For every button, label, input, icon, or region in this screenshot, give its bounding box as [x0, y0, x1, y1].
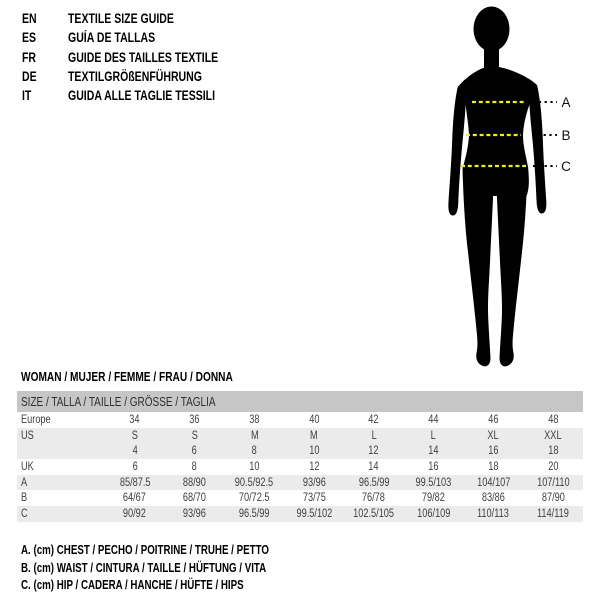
size-cell — [225, 414, 285, 426]
size-cell-text: 99.5/102 — [296, 507, 333, 520]
size-cell — [404, 414, 464, 426]
size-cell — [225, 430, 285, 442]
size-cell-text: 73/75 — [302, 492, 326, 505]
table-row-c — [17, 506, 583, 522]
size-cell-text: 14 — [428, 445, 439, 458]
row-label — [17, 508, 105, 520]
size-cell — [105, 414, 165, 426]
size-cell — [523, 445, 583, 457]
language-list — [22, 9, 261, 105]
size-cell-text: M — [310, 429, 318, 442]
row-label-text: C — [21, 507, 28, 520]
size-cell-text: 104/107 — [476, 476, 510, 489]
guide-title-fr: GUIDE DES TAILLES TEXTILE — [68, 49, 219, 65]
size-cell — [165, 445, 225, 457]
size-cell — [284, 445, 344, 457]
size-cell-text: 70/72.5 — [239, 492, 270, 505]
size-cell — [284, 477, 344, 489]
size-cell-text: XXL — [544, 429, 562, 442]
size-cell-text: 16 — [428, 460, 439, 473]
size-cell-text: 38 — [249, 413, 260, 426]
row-label-text: US — [21, 429, 34, 442]
size-cell — [523, 492, 583, 504]
size-cell-text: 10 — [249, 460, 260, 473]
size-cell-text: 6 — [132, 460, 138, 473]
size-table — [17, 391, 583, 522]
row-label — [17, 414, 105, 426]
size-cell-text: 106/109 — [416, 507, 451, 520]
size-cell — [464, 445, 524, 457]
language-row-fr — [22, 48, 261, 67]
size-cell-text: 20 — [547, 460, 559, 473]
size-cell — [344, 477, 404, 489]
size-cell — [404, 508, 464, 520]
legend-text-a: A. (cm) CHEST / PECHO / POITRINE / TRUHE / PETTO — [21, 543, 269, 557]
size-cell — [284, 461, 344, 473]
row-label-text: Europe — [21, 413, 51, 426]
table-row-uk — [17, 459, 583, 475]
language-code: EN — [22, 11, 37, 26]
row-label — [17, 461, 105, 473]
size-cell — [404, 477, 464, 489]
language-code: DE — [22, 68, 37, 84]
size-cell — [464, 477, 524, 489]
section-title-text: WOMAN / MUJER / FEMME / FRAU / DONNA — [21, 369, 233, 384]
legend-line-c — [21, 577, 339, 595]
size-cell-text: 4 — [132, 445, 138, 458]
size-cell-text: 68/70 — [183, 492, 207, 505]
size-cell — [105, 492, 165, 504]
size-cell — [284, 414, 344, 426]
size-cell — [284, 430, 344, 442]
size-cell-text: 76/78 — [362, 492, 386, 505]
size-cell-text: 96.5/99 — [239, 507, 270, 520]
language-row-de — [22, 67, 261, 86]
size-cell — [225, 477, 285, 489]
row-label — [17, 492, 105, 504]
size-cell-text: 16 — [488, 445, 499, 458]
size-cell — [165, 461, 225, 473]
table-row-b — [17, 490, 583, 506]
row-label — [17, 445, 105, 457]
size-cell — [165, 430, 225, 442]
legend-text-b: B. (cm) WAIST / CINTURA / TAILLE / HÜFTUNG / VITA — [21, 560, 267, 575]
size-cell-text: 8 — [251, 445, 257, 458]
size-cell-text: 88/90 — [183, 476, 207, 489]
size-cell-text: 102.5/105 — [353, 507, 395, 520]
size-cell — [225, 461, 285, 473]
guide-title-en: TEXTILE SIZE GUIDE — [68, 11, 174, 26]
size-cell-text: 34 — [129, 413, 140, 426]
size-cell — [523, 461, 583, 473]
size-cell-text: 42 — [368, 413, 379, 426]
size-cell — [105, 445, 165, 457]
guide-title-de: TEXTILGRÖßENFÜHRUNG — [68, 68, 202, 84]
size-cell — [105, 508, 165, 520]
size-cell — [404, 492, 464, 504]
size-cell — [225, 508, 285, 520]
size-cell-text: 114/119 — [537, 507, 570, 520]
size-cell-text: 18 — [488, 460, 499, 473]
table-row-us — [17, 428, 583, 444]
language-row-es — [22, 28, 261, 47]
guide-title-es: GUÍA DE TALLAS — [68, 30, 156, 46]
measurement-legend — [21, 542, 339, 595]
size-cell — [105, 461, 165, 473]
size-cell — [523, 508, 583, 520]
row-label-text: A — [21, 476, 28, 489]
size-cell — [165, 477, 225, 489]
size-table-header — [17, 391, 583, 412]
size-cell — [284, 508, 344, 520]
size-cell — [404, 445, 464, 457]
size-cell — [344, 508, 404, 520]
size-cell-text: 93/96 — [183, 507, 207, 520]
size-cell — [344, 492, 404, 504]
size-cell — [464, 461, 524, 473]
size-cell-text: 107/110 — [536, 476, 570, 489]
language-row-it — [22, 86, 261, 105]
table-row-a — [17, 475, 583, 491]
woman-silhouette-icon — [430, 0, 570, 372]
size-cell-text: 87/90 — [541, 492, 565, 505]
language-code: IT — [22, 88, 32, 104]
size-cell-text: 36 — [189, 413, 200, 426]
size-cell — [404, 430, 464, 442]
size-cell-text: 90/92 — [123, 507, 147, 520]
size-cell-text: XL — [487, 429, 499, 442]
size-cell-text: 64/67 — [123, 492, 147, 505]
language-row-en — [22, 9, 261, 28]
size-cell-text: L — [371, 429, 377, 442]
row-label-text: B — [21, 492, 28, 505]
language-code: FR — [22, 49, 37, 65]
size-cell — [523, 477, 583, 489]
size-cell — [523, 414, 583, 426]
marker-label-b: B — [561, 128, 571, 143]
size-cell-text: M — [250, 429, 259, 442]
size-cell — [165, 492, 225, 504]
size-cell — [344, 461, 404, 473]
size-cell-text: 6 — [192, 445, 198, 458]
size-cell-text: 79/82 — [422, 492, 446, 505]
size-cell — [344, 414, 404, 426]
size-cell-text: 12 — [368, 445, 379, 458]
size-cell-text: 83/86 — [481, 492, 505, 505]
size-cell-text: 44 — [428, 413, 439, 426]
legend-line-b — [21, 560, 339, 578]
size-cell-text: 93/96 — [302, 476, 326, 489]
legend-line-a — [21, 542, 339, 560]
section-title — [21, 369, 293, 384]
size-cell — [344, 430, 404, 442]
size-cell-text: S — [131, 429, 138, 442]
size-cell — [105, 430, 165, 442]
size-cell-text: 90.5/92.5 — [235, 476, 274, 489]
size-cell — [464, 492, 524, 504]
size-cell-text: 12 — [308, 460, 320, 473]
legend-text-c: C. (cm) HIP / CADERA / HANCHE / HÜFTE / HIPS — [21, 578, 244, 593]
size-cell — [165, 414, 225, 426]
size-cell-text: 96.5/99 — [358, 476, 390, 489]
size-cell — [225, 445, 285, 457]
table-row-europe — [17, 412, 583, 428]
size-cell — [404, 461, 464, 473]
size-cell-text: 85/87.5 — [119, 476, 151, 489]
size-table-header-text: SIZE / TALLA / TAILLE / GRÖSSE / TAGLIA — [21, 394, 216, 409]
size-cell — [464, 508, 524, 520]
size-cell — [464, 414, 524, 426]
size-cell-text: 10 — [308, 445, 320, 458]
guide-title-it: GUIDA ALLE TAGLIE TESSILI — [68, 88, 216, 104]
size-cell — [165, 508, 225, 520]
size-cell-text: 46 — [488, 413, 499, 426]
marker-label-a: A — [561, 95, 571, 110]
size-cell — [464, 430, 524, 442]
table-row-us-number — [17, 443, 583, 459]
row-label — [17, 430, 105, 442]
size-cell-text: 8 — [192, 460, 198, 473]
row-label — [17, 477, 105, 489]
size-cell-text: 110/113 — [477, 507, 510, 520]
size-cell-text: 40 — [308, 413, 320, 426]
size-cell-text: 14 — [368, 460, 379, 473]
marker-label-c: C — [561, 159, 571, 174]
row-label-text: UK — [21, 460, 34, 473]
size-cell — [523, 430, 583, 442]
size-cell-text: S — [191, 429, 198, 442]
size-cell — [225, 492, 285, 504]
size-cell — [284, 492, 344, 504]
size-cell — [344, 445, 404, 457]
size-cell-text: L — [431, 429, 437, 442]
size-cell — [105, 477, 165, 489]
size-cell-text: 99.5/103 — [415, 476, 452, 489]
language-code: ES — [22, 30, 37, 46]
size-cell-text: 48 — [547, 413, 559, 426]
size-cell-text: 18 — [547, 445, 559, 458]
